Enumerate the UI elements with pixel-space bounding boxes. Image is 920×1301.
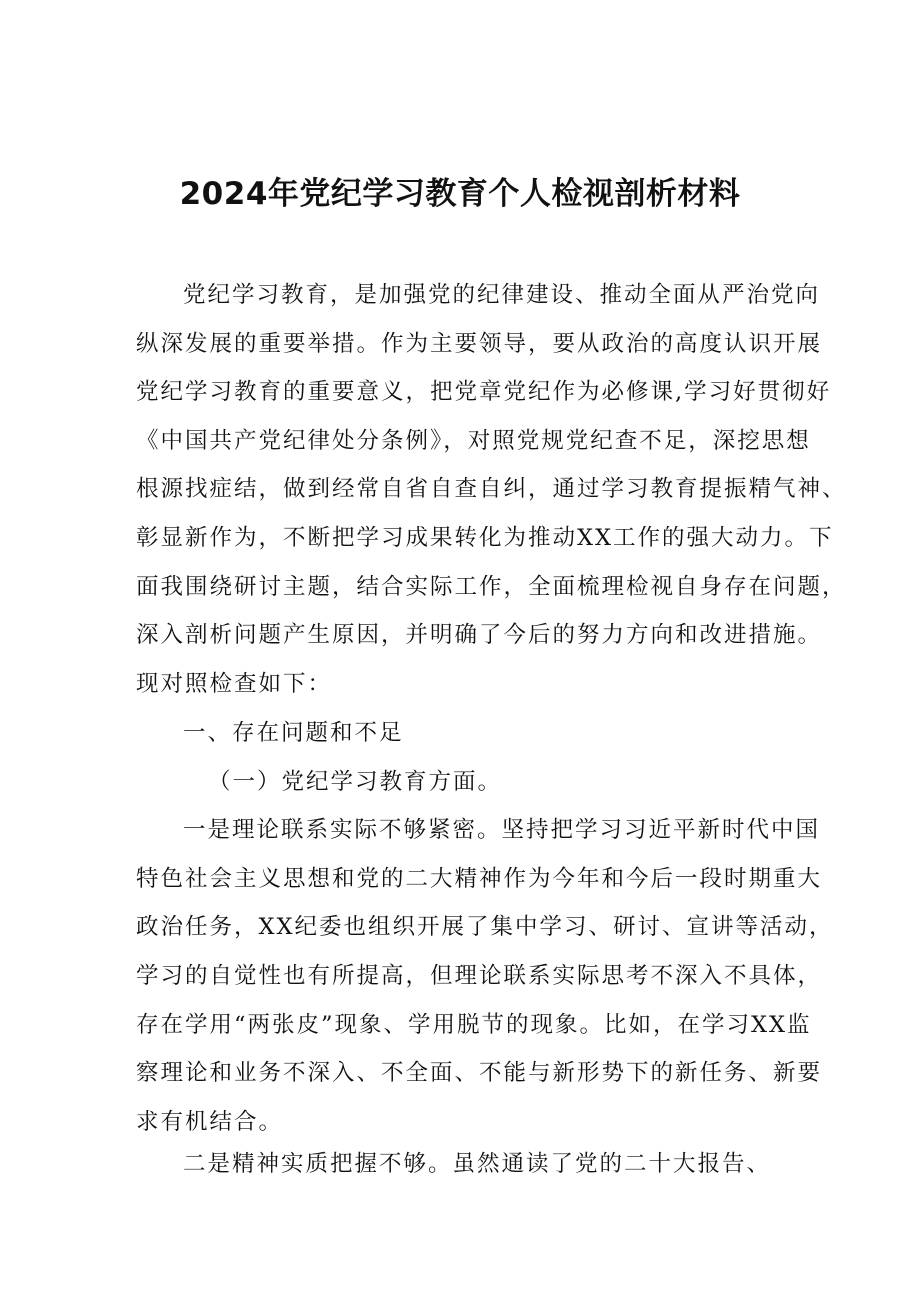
text-line: 特色社会主义思想和党的二大精神作为今年和今后一段时期重大 — [136, 865, 823, 892]
text-line: 根源找症结，做到经常自省自查自纠，通过学习教育提振精气神、 — [136, 476, 847, 503]
intro-paragraph — [136, 271, 847, 708]
section-problems — [136, 709, 834, 1146]
section-heading-2: （一）党纪学习教育方面。 — [208, 768, 503, 795]
text-line: 一是理论联系实际不够紧密。坚持把学习习近平新时代中国 — [183, 817, 821, 844]
text-line: 面我围绕研讨主题，结合实际工作，全面梳理检视自身存在问题， — [136, 573, 847, 600]
text-line: 学习的自觉性也有所提高，但理论联系实际思考不深入不具体， — [136, 962, 823, 989]
text-line: 察理论和业务不深入、不全面、不能与新形势下的新任务、新要 — [136, 1060, 823, 1087]
section-heading-1: 一、存在问题和不足 — [183, 720, 404, 746]
point-2-paragraph — [136, 1140, 796, 1189]
text-line: 求有机结合。 — [136, 1108, 284, 1135]
text-line: 《中国共产党纪律处分条例》，对照党规党纪查不足，深挖思想 — [136, 427, 811, 454]
text-line: 现对照检查如下： — [136, 670, 333, 697]
text-line: 党纪学习教育，是加强党的纪律建设、推动全面从严治党向 — [183, 282, 821, 308]
text-line: 政治任务，XX纪委也组织开展了集中学习、研讨、宣讲等活动， — [136, 914, 834, 941]
text-line: 彰显新作为，不断把学习成果转化为推动XX工作的强大动力。下 — [136, 524, 834, 551]
text-line: 存在学用“两张皮”现象、学用脱节的现象。比如，在学习XX监 — [136, 1011, 812, 1038]
text-line: 纵深发展的重要举措。作为主要领导，要从政治的高度认识开展 — [136, 330, 823, 357]
text-line: 二是精神实质把握不够。虽然通读了党的二十大报告、 — [183, 1151, 772, 1177]
document-title: 2024年党纪学习教育个人检视剖析材料 — [179, 176, 741, 212]
text-line: 深入剖析问题产生原因，并明确了今后的努力方向和改进措施。 — [136, 622, 823, 649]
text-line: 党纪学习教育的重要意义，把党章党纪作为必修课,学习好贯彻好 — [136, 379, 832, 406]
